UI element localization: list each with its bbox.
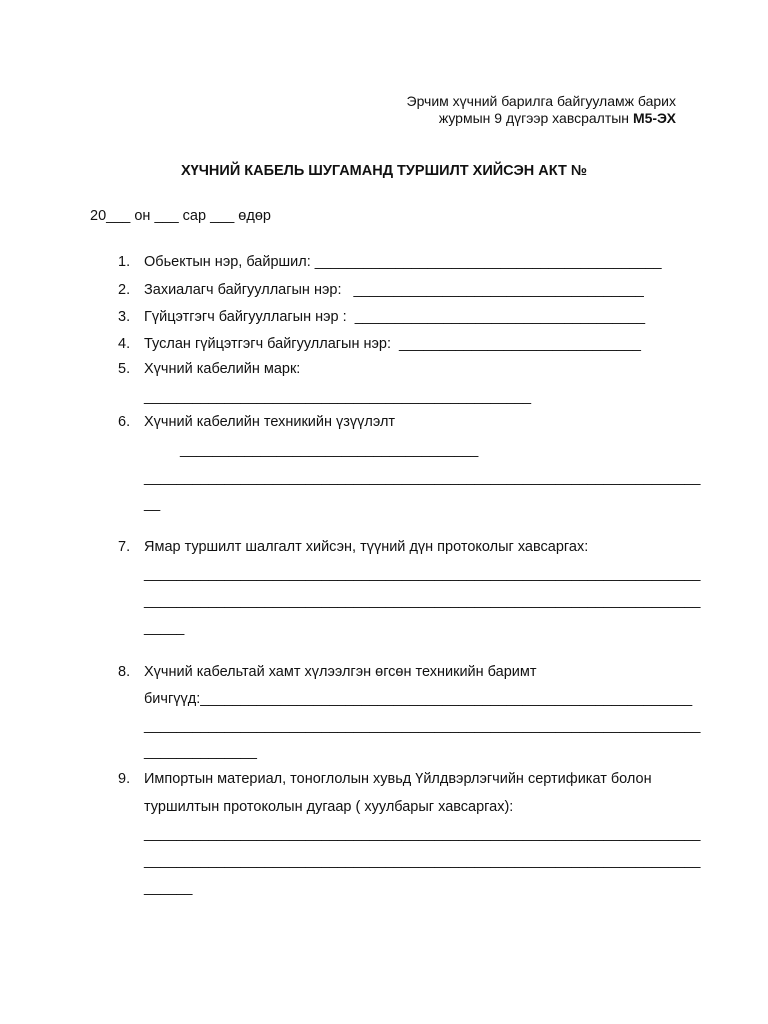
- fill-line: ______________: [144, 744, 257, 760]
- item-number: 6.: [118, 414, 131, 430]
- fill-line: _____________________________________________________________________: [144, 593, 701, 609]
- ref-line-1: Эрчим хүчний барилга байгууламж барих: [406, 93, 676, 109]
- item-number: 8.: [118, 664, 131, 680]
- fill-line: _____: [144, 620, 185, 636]
- item-text: Импортын материал, тоноглолын хувьд Үйлдвэрлэгчийн сертификат болон: [144, 771, 652, 787]
- fill-line: _____________________________________________________________________: [144, 853, 701, 869]
- item-text: Ямар туршилт шалгалт хийсэн, түүний дүн протоколыг хавсаргах:: [144, 539, 589, 555]
- item-text: Хүчний кабельтай хамт хүлээлгэн өгсөн техникийн баримт: [144, 664, 537, 680]
- fill-line: _____________________________________: [180, 442, 479, 458]
- ref-line-2-text: журмын 9 дүгээр хавсралтын: [438, 110, 630, 126]
- form-code: М5-ЭХ: [632, 110, 676, 126]
- item-text: Обьектын нэр, байршил: ___________________________________________: [144, 254, 662, 270]
- item-text: Хүчний кабелийн марк:: [144, 361, 301, 377]
- appendix-reference: [407, 93, 677, 127]
- fill-line: _____________________________________________________________________: [144, 566, 701, 582]
- fill-line: __: [144, 496, 161, 512]
- item-text: Захиалагч байгууллагын нэр: ____________________________________: [144, 282, 644, 298]
- item-number: 3.: [118, 309, 131, 325]
- item-number: 2.: [118, 282, 131, 298]
- item-number: 9.: [118, 771, 131, 787]
- item-number: 7.: [118, 539, 131, 555]
- fill-line: бичгүүд:_____________________________________________________________: [144, 691, 693, 707]
- fill-line: ______: [144, 880, 193, 896]
- item-text: Хүчний кабелийн техникийн үзүүлэлт: [144, 414, 396, 430]
- fill-line: ________________________________________________: [144, 389, 532, 405]
- item-text: Гүйцэтгэгч байгууллагын нэр : ____________________________________: [144, 309, 646, 325]
- document-title: ХҮЧНИЙ КАБЕЛЬ ШУГАМАНД ТУРШИЛТ ХИЙСЭН АКТ №: [181, 163, 587, 179]
- item-number: 1.: [118, 254, 131, 270]
- date-line: 20___ он ___ сар ___ өдөр: [90, 208, 271, 224]
- item-9-continuation: туршилтын протоколын дугаар ( хуулбарыг хавсаргах):: [144, 799, 514, 815]
- fill-line: _____________________________________________________________________: [144, 826, 701, 842]
- item-number: 5.: [118, 361, 131, 377]
- fill-line: _____________________________________________________________________: [144, 470, 701, 486]
- item-text: Туслан гүйцэтгэгч байгууллагын нэр: ______________________________: [144, 336, 641, 352]
- item-number: 4.: [118, 336, 131, 352]
- ref-line-2: [407, 110, 677, 127]
- fill-line: _____________________________________________________________________: [144, 718, 701, 734]
